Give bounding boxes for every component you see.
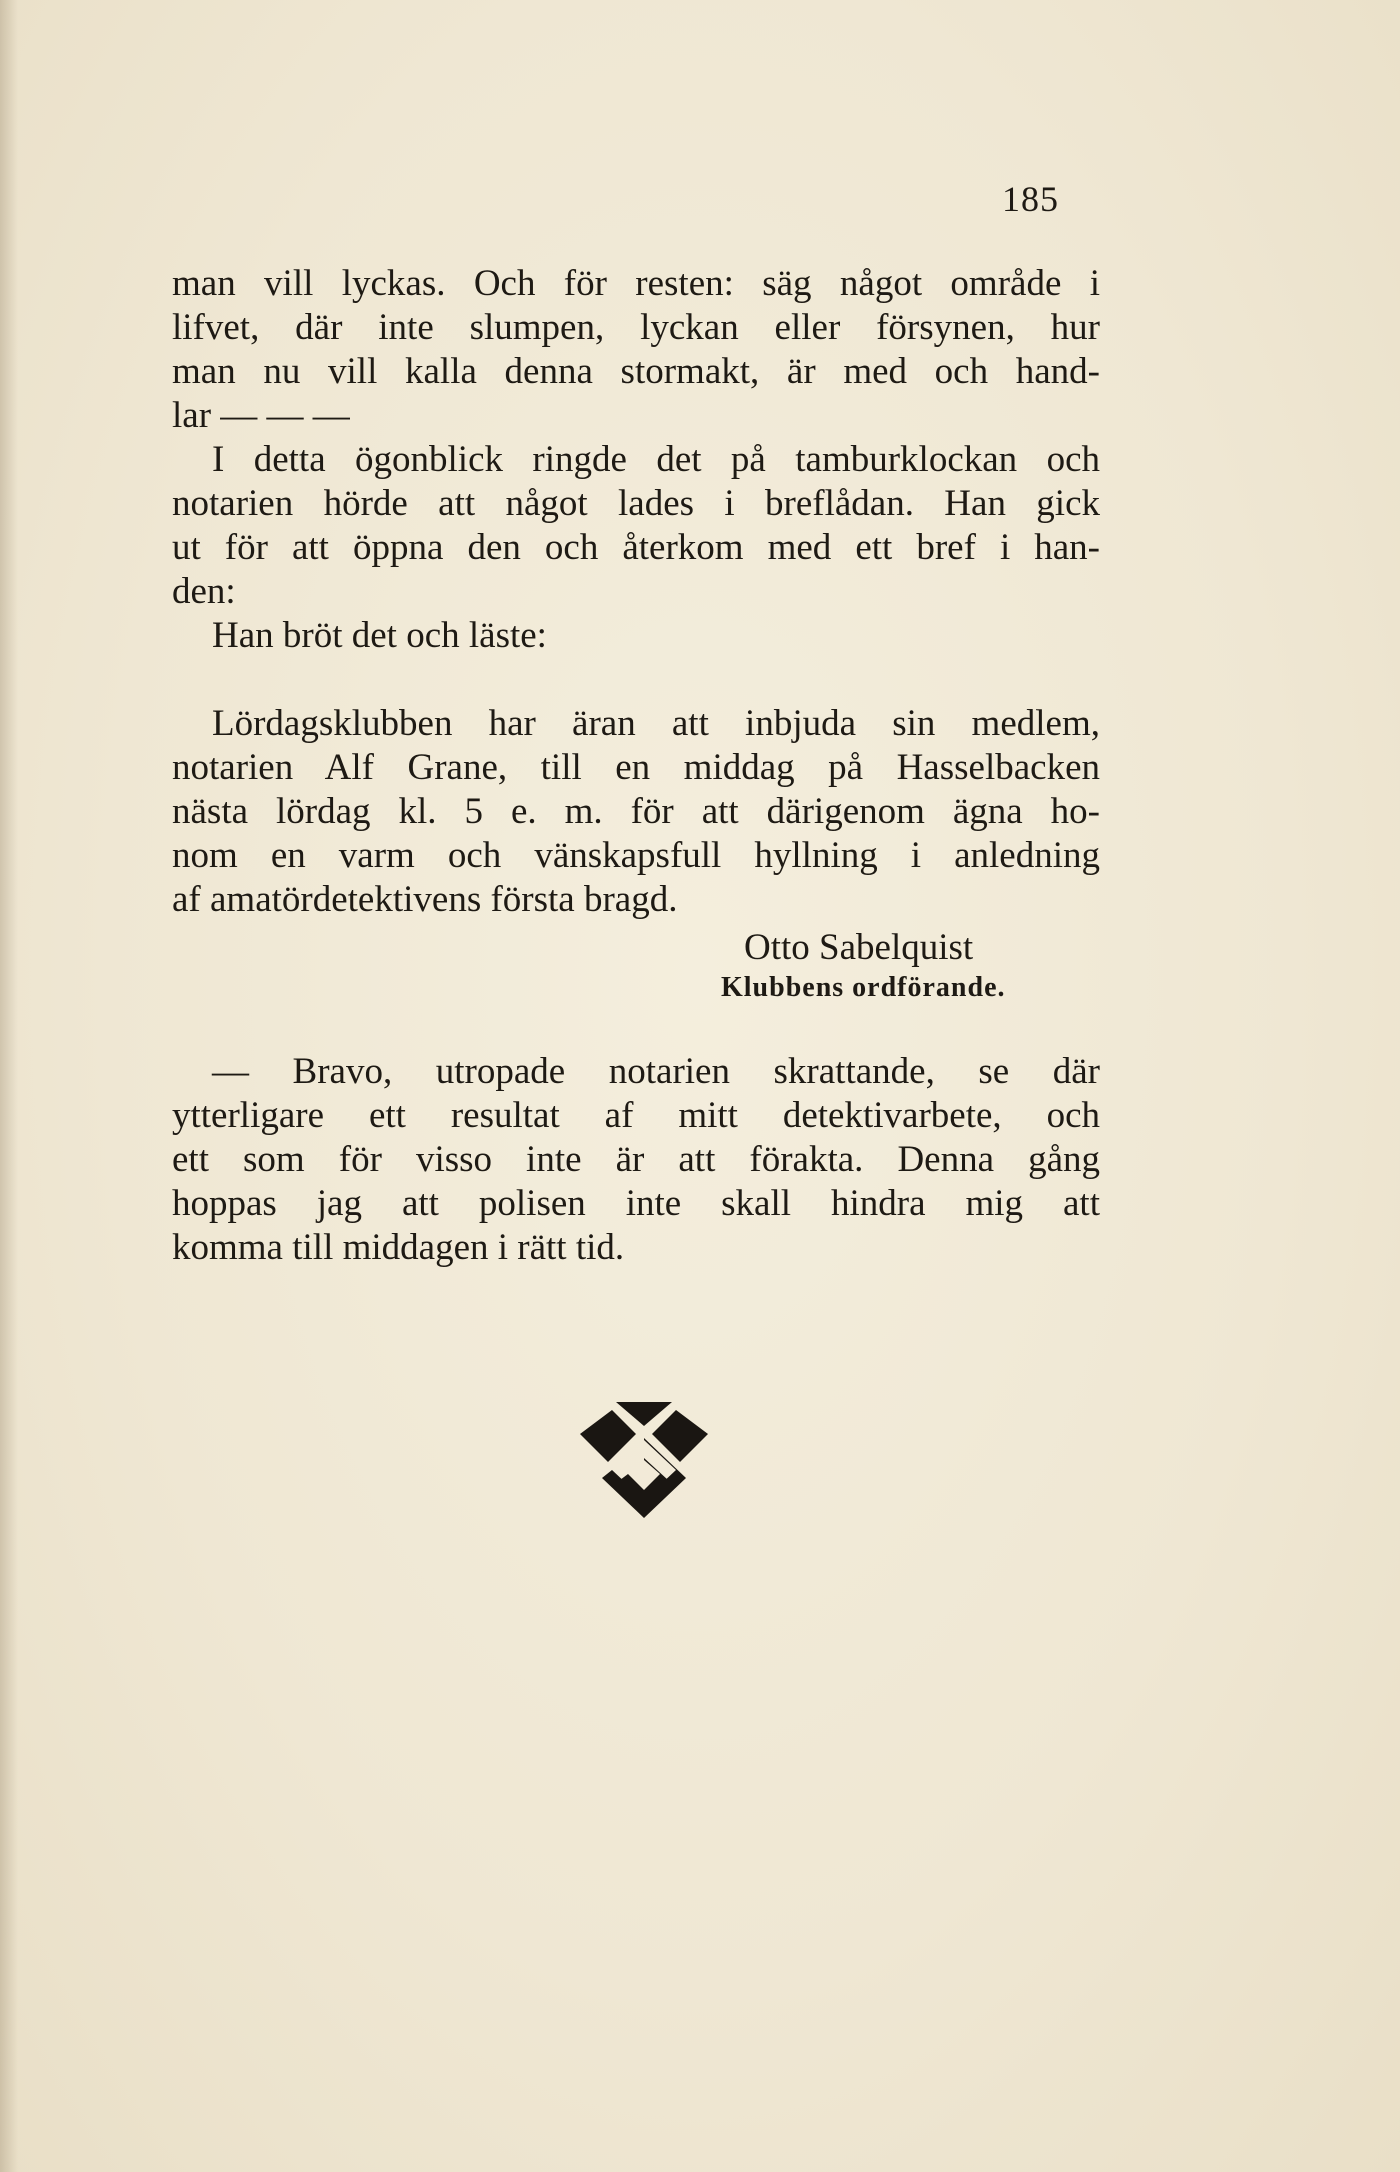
text-line: ett som för visso inte är att förakta. Denna gång: [172, 1139, 1100, 1180]
text-line: den:: [172, 571, 236, 612]
letter-line: af amatördetektivens första bragd.: [172, 879, 678, 920]
letter-line: notarien Alf Grane, till en middag på Hasselbacken: [172, 747, 1100, 788]
text-line: lifvet, där inte slumpen, lyckan eller försynen, hur: [172, 307, 1100, 348]
signature-name: Otto Sabelquist: [744, 927, 974, 968]
text-line: Han bröt det och läste:: [212, 615, 547, 656]
letter-line: nästa lördag kl. 5 e. m. för att därigenom ägna ho-: [172, 791, 1100, 832]
text-line: ut för att öppna den och återkom med ett bref i han-: [172, 527, 1100, 568]
text-line: ytterligare ett resultat af mitt detektivarbete, och: [172, 1095, 1100, 1136]
page-number: 185: [1002, 179, 1059, 219]
page-edge-shadow: [0, 0, 18, 2172]
text-line: hoppas jag att polisen inte skall hindra mig att: [172, 1183, 1100, 1224]
text-line: notarien hörde att något lades i breflådan. Han gick: [172, 483, 1100, 524]
text-line: lar — — —: [172, 395, 350, 436]
text-line: — Bravo, utropade notarien skrattande, se där: [212, 1051, 1100, 1092]
letter-line: Lördagsklubben har äran att inbjuda sin medlem,: [212, 703, 1100, 744]
diamond-ornament-icon: [578, 1400, 710, 1520]
text-line: man nu vill kalla denna stormakt, är med och hand-: [172, 351, 1100, 392]
text-line: man vill lyckas. Och för resten: säg något område i: [172, 263, 1100, 304]
letter-line: nom en varm och vänskapsfull hyllning i anledning: [172, 835, 1100, 876]
signature-title: Klubbens ordförande.: [721, 972, 1006, 1003]
text-line: I detta ögonblick ringde det på tamburklockan och: [212, 439, 1100, 480]
text-line: komma till middagen i rätt tid.: [172, 1227, 625, 1268]
